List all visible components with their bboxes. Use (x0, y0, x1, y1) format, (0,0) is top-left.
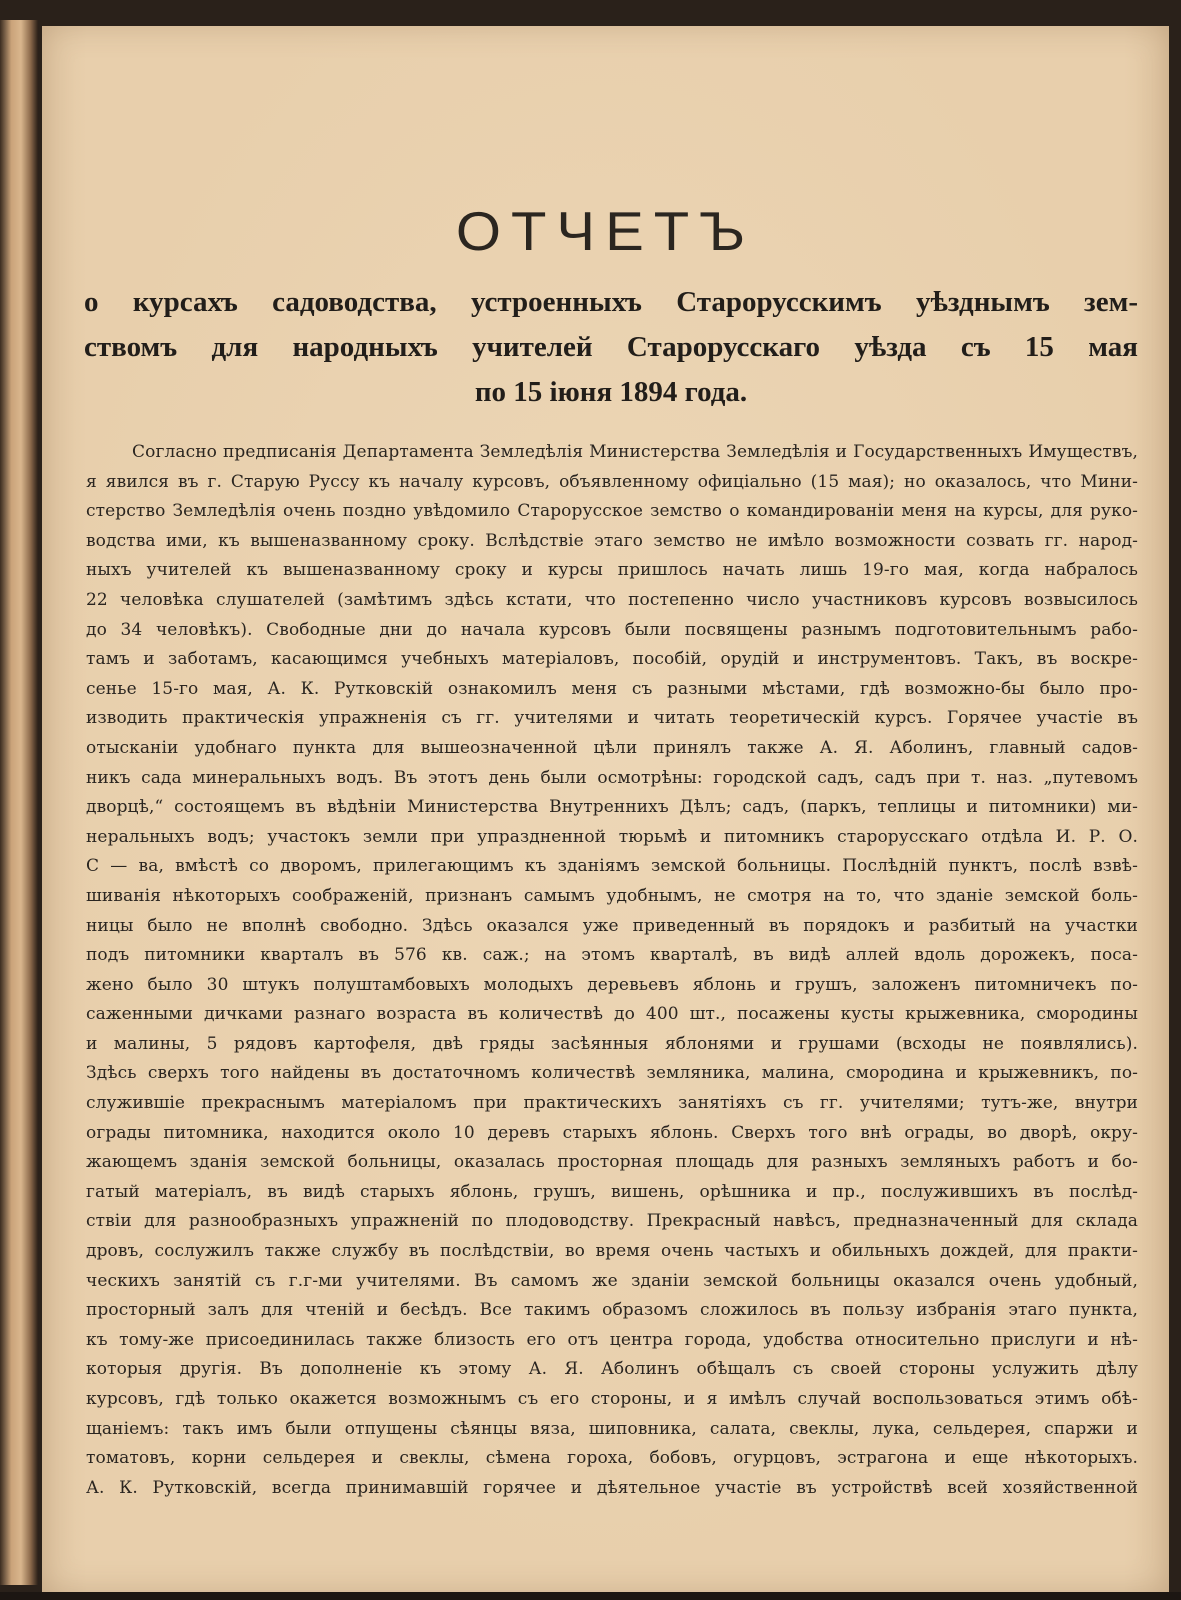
body-line: шиванія нѣкоторыхъ соображеній, признанъ самымъ удобнымъ, не смотря на то, что зданіе земской боль- (86, 885, 1138, 906)
body-line: ствіи для разнообразныхъ упражненій по плодоводству. Прекрасный навѣсъ, предназначенный для склада (86, 1211, 1138, 1232)
body-line: жено было 30 штукъ полуштамбовыхъ молодыхъ деревьевъ яблонь и грушъ, заложенъ питомничекъ по- (86, 974, 1138, 995)
body-line: 22 человѣка слушателей (замѣтимъ здѣсь кстати, что постепенно число участниковъ курсовъ возвысилось (86, 589, 1138, 610)
body-line: и малины, 5 рядовъ картофеля, двѣ гряды засѣянныя яблонями и грушами (всходы не появлялись). (86, 1033, 1138, 1054)
body-line: ныхъ учителей къ вышеназванному сроку и курсы пришлось начать лишь 19-го мая, когда набралось (86, 560, 1138, 581)
subtitle-line: ствомъ для народныхъ учителей Старорусскаго уѣзда съ 15 мая (84, 331, 1138, 363)
subtitle-line: о курсахъ садоводства, устроенныхъ Старорусскимъ уѣзднымъ зем- (84, 286, 1138, 318)
document-title: ОТЧЕТЪ (455, 200, 756, 263)
body-line: ограды питомника, находится около 10 деревъ старыхъ яблонь. Сверхъ того внѣ ограды, во дворѣ, окру- (86, 1122, 1138, 1143)
body-line: стерство Земледѣлія очень поздно увѣдомило Старорусское земство о командированіи меня на курсы, для руко- (86, 501, 1138, 522)
body-line: я явился въ г. Старую Руссу къ началу курсовъ, объявленному офиціально (15 мая); но оказалось, что Мини- (86, 471, 1138, 492)
body-line: служившіе прекраснымъ матеріаломъ при практическихъ занятіяхъ съ гг. учителями; тутъ-же, внутри (86, 1093, 1138, 1114)
body-line: Здѣсь сверхъ того найдены въ достаточномъ количествѣ земляника, малина, смородина и крыжевникъ, по- (86, 1063, 1138, 1084)
document-page (42, 26, 1169, 1592)
body-line: дровъ, сослужилъ также службу въ послѣдствіи, во время очень частыхъ и обильныхъ дождей, для практи- (86, 1241, 1138, 1262)
subtitle-line: по 15 іюня 1894 года. (474, 376, 748, 408)
body-line: А. К. Рутковскій, всегда принимавшій горячее и дѣятельное участіе въ устройствѣ всей хозяйственной (86, 1477, 1138, 1498)
body-line: неральныхъ водъ; участокъ земли при упраздненной тюрьмѣ и питомникъ старорусскаго отдѣла И. Р. О. (86, 826, 1138, 847)
body-text (86, 438, 1138, 1503)
body-line: водства ими, къ вышеназванному сроку. Вслѣдствіе этаго земство не имѣло возможности созвать гг. народ- (86, 530, 1138, 551)
body-line: С — ва, вмѣстѣ со дворомъ, прилегающимъ къ зданіямъ земской больницы. Послѣдній пунктъ, послѣ взвѣ- (86, 856, 1138, 877)
document-subtitle (84, 280, 1138, 415)
body-line: изводить практическія упражненія съ гг. учителями и читать теоретическій курсъ. Горячее участіе въ (86, 708, 1138, 729)
body-line: Согласно предписанія Департамента Земледѣлія Министерства Земледѣлія и Государственныхъ Имуществъ, (132, 442, 1138, 462)
body-line: отысканіи удобнаго пункта для вышеозначенной цѣли принялъ также А. Я. Аболинъ, главный садов- (86, 737, 1138, 758)
body-line: никъ сада минеральныхъ водъ. Въ этотъ день были осмотрѣны: городской садъ, садъ при т. наз. „путевомъ (86, 767, 1138, 788)
body-line: подъ питомники кварталъ въ 576 кв. саж.; на этомъ кварталѣ, въ видѣ аллей вдоль дорожекъ, поса- (86, 945, 1138, 966)
body-line: къ тому-же присоединилась также близость его отъ центра города, удобства относительно прислуги и нѣ- (86, 1329, 1138, 1350)
body-line: гатый матеріалъ, въ видѣ старыхъ яблонь, грушъ, вишень, орѣшника и пр., послужившихъ въ послѣд- (86, 1181, 1138, 1202)
body-line: тамъ и заботамъ, касающимся учебныхъ матеріаловъ, пособій, орудій и инструментовъ. Такъ, въ воскре- (86, 649, 1138, 670)
body-line: жающемъ зданія земской больницы, оказалась просторная площадь для разныхъ земляныхъ работъ и бо- (86, 1152, 1138, 1173)
body-line: курсовъ, гдѣ только окажется возможнымъ съ его стороны, и я имѣлъ случай воспользоваться этимъ обѣ- (86, 1389, 1138, 1409)
book-binding-edge (0, 20, 38, 1585)
body-line: ческихъ занятій съ г.г-ми учителями. Въ самомъ же зданіи земской больницы оказался очень удобный, (86, 1270, 1138, 1291)
body-line: саженными дичками разнаго возраста въ количествѣ до 400 шт., посажены кусты крыжевника, смородины (86, 1004, 1138, 1025)
body-line: просторный залъ для чтеній и бесѣдъ. Все такимъ образомъ сложилось въ пользу избранія этаго пункта, (86, 1300, 1138, 1321)
scan-bottom-edge (0, 1592, 1181, 1600)
body-line: ницы было не вполнѣ свободно. Здѣсь оказался уже приведенный въ порядокъ и разбитый на участки (86, 915, 1138, 936)
body-line: которыя другія. Въ дополненіе къ этому А. Я. Аболинъ обѣщалъ съ своей стороны услужить дѣлу (86, 1359, 1138, 1380)
body-line: томатовъ, корни сельдерея и свеклы, сѣмена гороха, бобовъ, огурцовъ, эстрагона и еще нѣкоторыхъ. (86, 1448, 1138, 1469)
body-line: дворцѣ,“ состоящемъ въ вѣдѣніи Министерства Внутреннихъ Дѣлъ; садъ, (паркъ, теплицы и питомники) ми- (86, 797, 1138, 818)
body-line: сенье 15-го мая, А. К. Рутковскій ознакомилъ меня съ разными мѣстами, гдѣ возможно-бы было про- (86, 678, 1138, 699)
body-line: щаніемъ: такъ имъ были отпущены сѣянцы вяза, шиповника, салата, свеклы, лука, сельдерея, спаржи и (86, 1418, 1138, 1439)
body-line: до 34 человѣкъ). Свободные дни до начала курсовъ были посвящены разнымъ подготовительнымъ рабо- (86, 619, 1138, 640)
